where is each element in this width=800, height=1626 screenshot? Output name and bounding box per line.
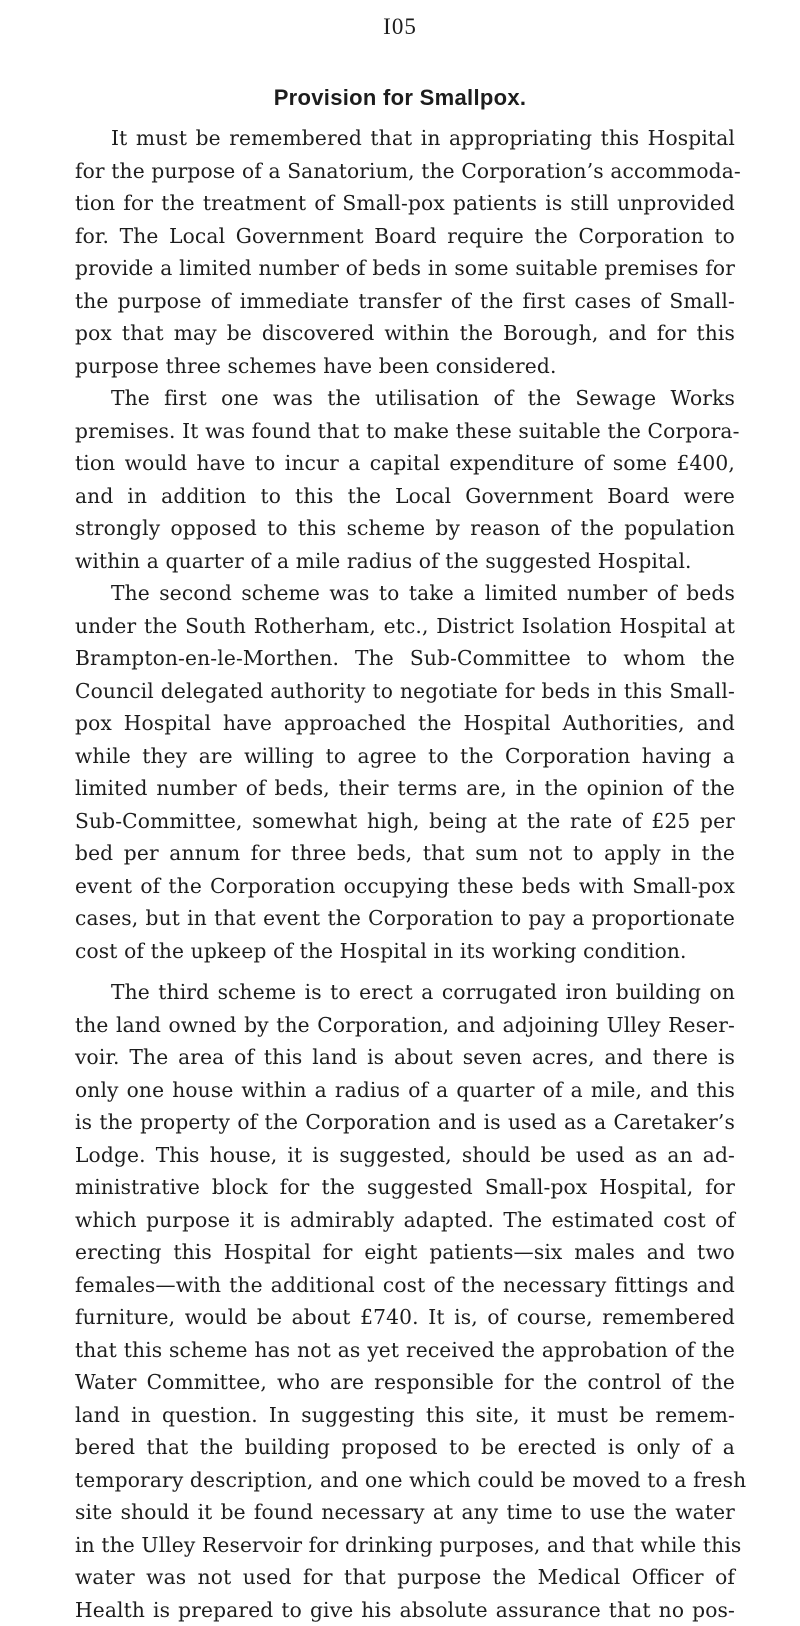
text-line: provide a limited number of beds in some suitable premises for <box>75 252 735 285</box>
text-line: the land owned by the Corporation, and adjoining Ulley Reser- <box>75 1009 735 1042</box>
text-line: The second scheme was to take a limited number of beds <box>75 577 735 610</box>
text-line: premises. It was found that to make these suitable the Corpora- <box>75 415 735 448</box>
text-line: the purpose of immediate transfer of the first cases of Small- <box>75 285 735 318</box>
text-line: pox Hospital have approached the Hospital Authorities, and <box>75 707 735 740</box>
paragraph-1 <box>75 122 735 382</box>
text-line: that this scheme has not as yet received the approbation of the <box>75 1334 735 1367</box>
text-line: bered that the building proposed to be erected is only of a <box>75 1431 735 1464</box>
paragraph-3 <box>75 976 735 1626</box>
text-line: while they are willing to agree to the Corporation having a <box>75 740 735 773</box>
paragraph-2 <box>75 382 735 967</box>
text-line: furniture, would be about £740. It is, of course, remembered <box>75 1301 735 1334</box>
body-text <box>75 122 735 1626</box>
text-line: The first one was the utilisation of the Sewage Works <box>75 382 735 415</box>
text-line: temporary description, and one which could be moved to a fresh <box>75 1464 735 1497</box>
text-line: tion for the treatment of Small-pox patients is still unprovided <box>75 187 735 220</box>
text-line: site should it be found necessary at any time to use the water <box>75 1496 735 1529</box>
text-line: under the South Rotherham, etc., District Isolation Hospital at <box>75 610 735 643</box>
text-line: land in question. In suggesting this site, it must be remem- <box>75 1399 735 1432</box>
text-line: bed per annum for three beds, that sum not to apply in the <box>75 837 735 870</box>
paragraph-gap <box>75 967 735 976</box>
text-line: Health is prepared to give his absolute assurance that no pos- <box>75 1594 735 1626</box>
text-line: pox that may be discovered within the Borough, and for this <box>75 317 735 350</box>
text-line: Sub-Committee, somewhat high, being at the rate of £25 per <box>75 805 735 838</box>
text-line: only one house within a radius of a quarter of a mile, and this <box>75 1074 735 1107</box>
text-line: Brampton-en-le-Morthen. The Sub-Committee to whom the <box>75 642 735 675</box>
text-line: purpose three schemes have been considered. <box>75 350 735 383</box>
text-line: water was not used for that purpose the Medical Officer of <box>75 1561 735 1594</box>
section-heading: Provision for Smallpox. <box>0 85 800 111</box>
page-number: I05 <box>0 14 800 40</box>
text-line: event of the Corporation occupying these beds with Small-pox <box>75 870 735 903</box>
text-line: The third scheme is to erect a corrugated iron building on <box>75 976 735 1009</box>
text-line: erecting this Hospital for eight patients—six males and two <box>75 1236 735 1269</box>
text-line: cases, but in that event the Corporation to pay a proportionate <box>75 902 735 935</box>
text-line: tion would have to incur a capital expenditure of some £400, <box>75 447 735 480</box>
text-line: Council delegated authority to negotiate for beds in this Small- <box>75 675 735 708</box>
text-line: for the purpose of a Sanatorium, the Corporation’s accommoda- <box>75 155 735 188</box>
text-line: and in addition to this the Local Government Board were <box>75 480 735 513</box>
text-line: within a quarter of a mile radius of the suggested Hospital. <box>75 545 735 578</box>
text-line: cost of the upkeep of the Hospital in its working condition. <box>75 935 735 968</box>
text-line: Water Committee, who are responsible for the control of the <box>75 1366 735 1399</box>
text-line: ministrative block for the suggested Small-pox Hospital, for <box>75 1171 735 1204</box>
text-line: limited number of beds, their terms are, in the opinion of the <box>75 772 735 805</box>
text-line: is the property of the Corporation and is used as a Caretaker’s <box>75 1106 735 1139</box>
text-line: in the Ulley Reservoir for drinking purposes, and that while this <box>75 1529 735 1562</box>
text-line: strongly opposed to this scheme by reason of the population <box>75 512 735 545</box>
text-line: voir. The area of this land is about seven acres, and there is <box>75 1041 735 1074</box>
text-line: It must be remembered that in appropriating this Hospital <box>75 122 735 155</box>
text-line: which purpose it is admirably adapted. The estimated cost of <box>75 1204 735 1237</box>
text-line: for. The Local Government Board require the Corporation to <box>75 220 735 253</box>
text-line: Lodge. This house, it is suggested, should be used as an ad- <box>75 1139 735 1172</box>
text-line: females—with the additional cost of the necessary fittings and <box>75 1269 735 1302</box>
